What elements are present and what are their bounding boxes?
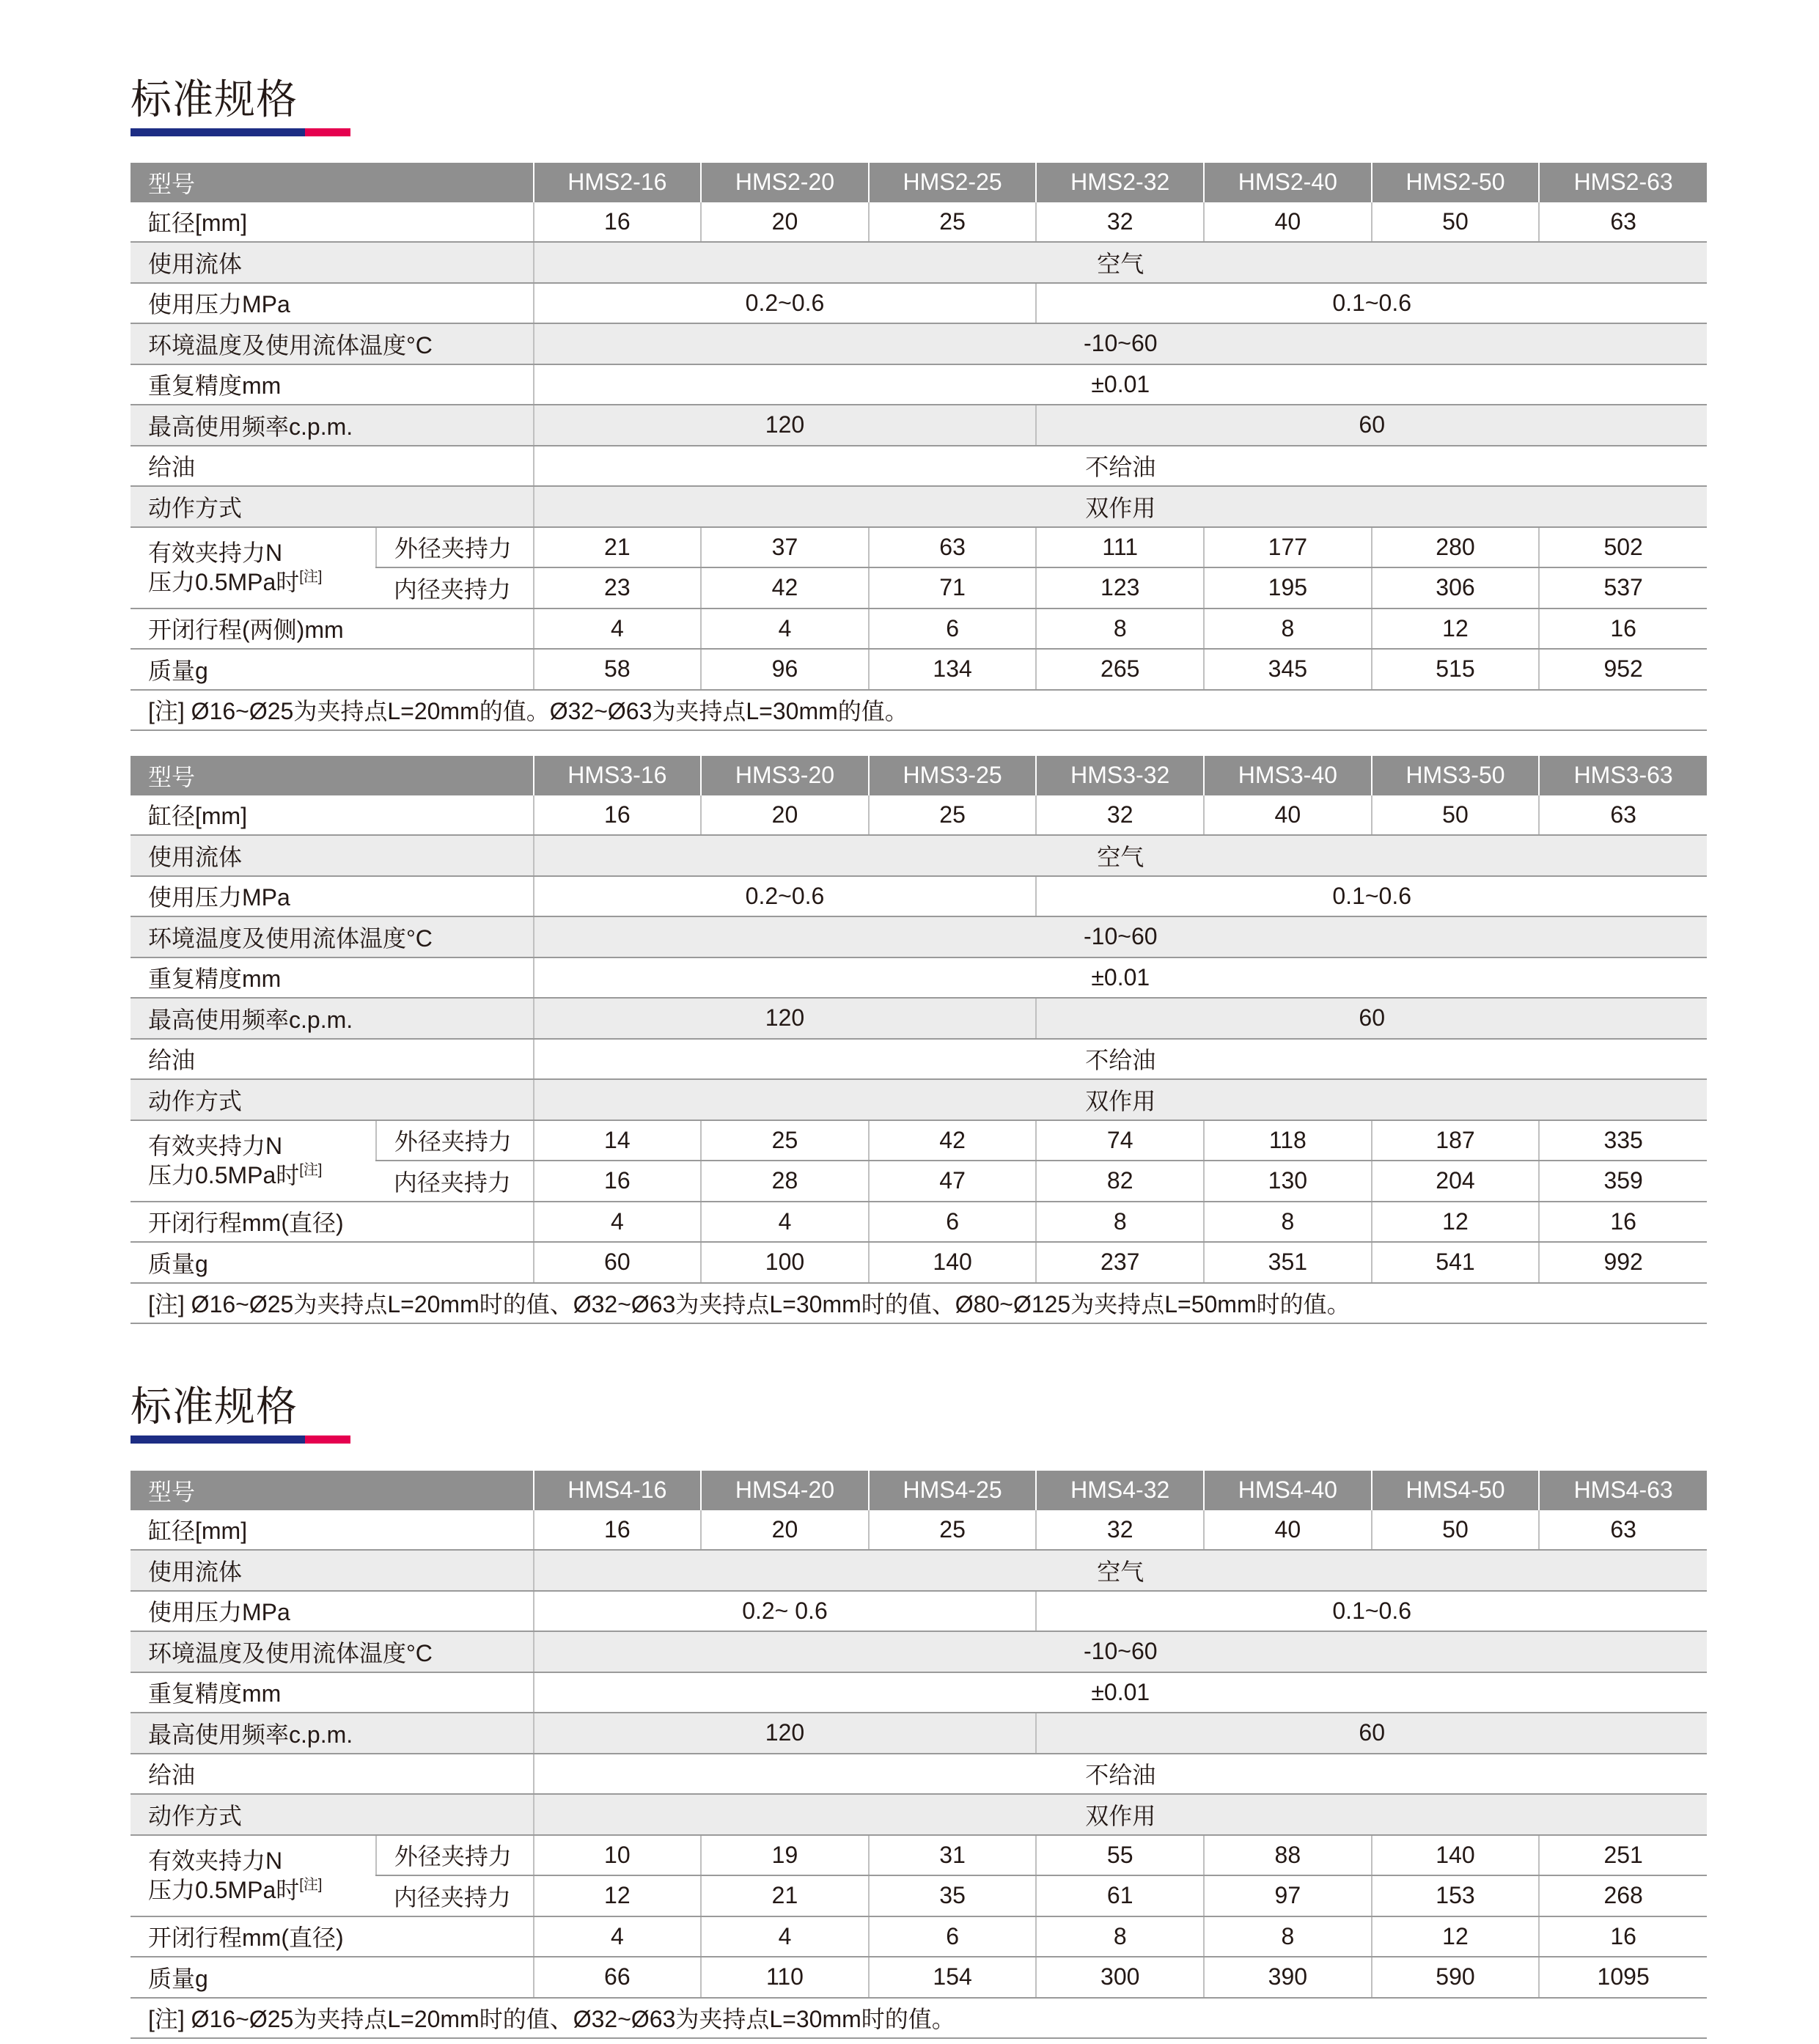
frequency-row xyxy=(131,998,1707,1039)
stroke-cell: 4 xyxy=(534,1202,702,1243)
model-cell: HMS2-63 xyxy=(1539,163,1707,202)
lubrication-row xyxy=(131,1754,1707,1795)
mass-cell: 345 xyxy=(1204,649,1372,690)
outer-force-cell: 19 xyxy=(701,1835,869,1876)
bore-cell: 32 xyxy=(1036,202,1204,243)
frequency-value-small: 120 xyxy=(534,405,1037,446)
lubrication-value: 不给油 xyxy=(534,1754,1707,1795)
bore-cell: 40 xyxy=(1204,795,1372,836)
lubrication-row xyxy=(131,446,1707,487)
mass-cell: 134 xyxy=(869,649,1037,690)
mass-cell: 110 xyxy=(701,1957,869,1998)
model-cell: HMS4-16 xyxy=(534,1471,702,1510)
mass-label: 质量g xyxy=(131,1957,534,1998)
fluid-label: 使用流体 xyxy=(131,1550,534,1591)
bore-cell: 25 xyxy=(869,202,1037,243)
temperature-label: 环境温度及使用流体温度°C xyxy=(131,1631,534,1672)
outer-force-cell: 140 xyxy=(1372,1835,1540,1876)
outer-force-label: 外径夹持力 xyxy=(376,1120,534,1161)
inner-force-cell: 268 xyxy=(1539,1875,1707,1916)
repeatability-label: 重复精度mm xyxy=(131,1672,534,1713)
repeatability-label: 重复精度mm xyxy=(131,364,534,405)
inner-force-cell: 204 xyxy=(1372,1161,1540,1202)
model-cell: HMS4-40 xyxy=(1204,1471,1372,1510)
section-title-2: 标准规格 xyxy=(131,1383,298,1430)
pressure-value-large: 0.1~0.6 xyxy=(1036,283,1707,324)
model-cell: HMS2-40 xyxy=(1204,163,1372,202)
mass-label: 质量g xyxy=(131,649,534,690)
inner-force-cell: 23 xyxy=(534,567,702,609)
model-cell: HMS4-20 xyxy=(701,1471,869,1510)
bore-label: 缸径[mm] xyxy=(131,202,534,243)
stroke-cell: 16 xyxy=(1539,609,1707,650)
header-row xyxy=(131,756,1707,795)
bore-cell: 20 xyxy=(701,202,869,243)
model-cell: HMS4-25 xyxy=(869,1471,1037,1510)
outer-force-cell: 177 xyxy=(1204,527,1372,568)
stroke-cell: 12 xyxy=(1372,1916,1540,1957)
outer-force-label: 外径夹持力 xyxy=(376,1835,534,1876)
action-row xyxy=(131,1794,1707,1835)
model-cell: HMS3-40 xyxy=(1204,756,1372,795)
inner-force-cell: 47 xyxy=(869,1161,1037,1202)
model-cell: HMS3-32 xyxy=(1036,756,1204,795)
outer-force-cell: 88 xyxy=(1204,1835,1372,1876)
outer-force-cell: 55 xyxy=(1036,1835,1204,1876)
outer-force-cell: 502 xyxy=(1539,527,1707,568)
table-note: [注] Ø16~Ø25为夹持点L=20mm的值。Ø32~Ø63为夹持点L=30mm的值。 xyxy=(131,690,1707,731)
grip-force-label xyxy=(131,527,376,609)
bore-cell: 32 xyxy=(1036,795,1204,836)
inner-force-label: 内径夹持力 xyxy=(376,567,534,609)
inner-force-label: 内径夹持力 xyxy=(376,1875,534,1916)
outer-force-cell: 31 xyxy=(869,1835,1037,1876)
repeatability-value: ±0.01 xyxy=(534,957,1707,999)
pressure-value-large: 0.1~0.6 xyxy=(1036,1591,1707,1632)
pressure-row xyxy=(131,1591,1707,1632)
spec-table-hms4 xyxy=(131,1471,1707,2039)
lubrication-label: 给油 xyxy=(131,1039,534,1080)
inner-force-cell: 537 xyxy=(1539,567,1707,609)
pressure-value-small: 0.2~ 0.6 xyxy=(534,1591,1037,1632)
stroke-cell: 8 xyxy=(1036,1202,1204,1243)
bore-cell: 25 xyxy=(869,1510,1037,1551)
bore-row xyxy=(131,795,1707,836)
stroke-cell: 8 xyxy=(1036,1916,1204,1957)
temperature-row xyxy=(131,1631,1707,1672)
stroke-row xyxy=(131,609,1707,650)
stroke-cell: 16 xyxy=(1539,1202,1707,1243)
temperature-value: -10~60 xyxy=(534,323,1707,364)
note-marker: [注] xyxy=(299,1877,323,1893)
inner-force-cell: 35 xyxy=(869,1875,1037,1916)
model-cell: HMS4-32 xyxy=(1036,1471,1204,1510)
grip-force-line2: 压力0.5MPa时 xyxy=(148,1162,300,1188)
note-row xyxy=(131,690,1707,731)
header-row xyxy=(131,163,1707,202)
model-cell: HMS2-50 xyxy=(1372,163,1540,202)
bore-cell: 32 xyxy=(1036,1510,1204,1551)
mass-cell: 100 xyxy=(701,1242,869,1283)
temperature-row xyxy=(131,323,1707,364)
stroke-cell: 4 xyxy=(701,1202,869,1243)
bore-row xyxy=(131,1510,1707,1551)
section-title-1: 标准规格 xyxy=(131,76,298,122)
table-note: [注] Ø16~Ø25为夹持点L=20mm时的值、Ø32~Ø63为夹持点L=30mm时的值。 xyxy=(131,1998,1707,2039)
spec-table-hms2 xyxy=(131,163,1707,731)
pressure-label: 使用压力MPa xyxy=(131,876,534,917)
outer-force-cell: 21 xyxy=(534,527,702,568)
bore-cell: 50 xyxy=(1372,795,1540,836)
stroke-cell: 8 xyxy=(1036,609,1204,650)
action-value: 双作用 xyxy=(534,486,1707,527)
bore-cell: 50 xyxy=(1372,1510,1540,1551)
inner-force-cell: 21 xyxy=(701,1875,869,1916)
frequency-value-large: 60 xyxy=(1036,1713,1707,1754)
frequency-value-large: 60 xyxy=(1036,998,1707,1039)
action-row xyxy=(131,486,1707,527)
fluid-row xyxy=(131,835,1707,876)
inner-force-cell: 97 xyxy=(1204,1875,1372,1916)
stroke-cell: 6 xyxy=(869,1202,1037,1243)
model-label: 型号 xyxy=(131,163,534,202)
mass-cell: 96 xyxy=(701,649,869,690)
inner-force-cell: 42 xyxy=(701,567,869,609)
inner-force-cell: 12 xyxy=(534,1875,702,1916)
outer-force-cell: 251 xyxy=(1539,1835,1707,1876)
action-value: 双作用 xyxy=(534,1079,1707,1120)
mass-cell: 300 xyxy=(1036,1957,1204,1998)
stroke-cell: 4 xyxy=(701,609,869,650)
action-value: 双作用 xyxy=(534,1794,1707,1835)
outer-force-cell: 63 xyxy=(869,527,1037,568)
bore-label: 缸径[mm] xyxy=(131,795,534,836)
action-label: 动作方式 xyxy=(131,1079,534,1120)
mass-row xyxy=(131,1242,1707,1283)
inner-force-cell: 28 xyxy=(701,1161,869,1202)
mass-cell: 590 xyxy=(1372,1957,1540,1998)
pressure-value-large: 0.1~0.6 xyxy=(1036,876,1707,917)
frequency-label: 最高使用频率c.p.m. xyxy=(131,405,534,446)
outer-force-cell: 335 xyxy=(1539,1120,1707,1161)
fluid-value: 空气 xyxy=(534,835,1707,876)
mass-cell: 992 xyxy=(1539,1242,1707,1283)
action-row xyxy=(131,1079,1707,1120)
note-row xyxy=(131,1998,1707,2039)
spec-table-hms3 xyxy=(131,756,1707,1324)
inner-force-cell: 130 xyxy=(1204,1161,1372,1202)
bore-label: 缸径[mm] xyxy=(131,1510,534,1551)
mass-cell: 952 xyxy=(1539,649,1707,690)
frequency-row xyxy=(131,1713,1707,1754)
fluid-value: 空气 xyxy=(534,242,1707,283)
grip-force-line1: 有效夹持力N xyxy=(148,1848,283,1874)
lubrication-row xyxy=(131,1039,1707,1080)
lubrication-label: 给油 xyxy=(131,1754,534,1795)
outer-force-cell: 118 xyxy=(1204,1120,1372,1161)
inner-force-cell: 16 xyxy=(534,1161,702,1202)
mass-cell: 1095 xyxy=(1539,1957,1707,1998)
inner-force-cell: 195 xyxy=(1204,567,1372,609)
model-cell: HMS3-25 xyxy=(869,756,1037,795)
outer-force-row xyxy=(131,1120,1707,1161)
note-marker: [注] xyxy=(299,569,323,585)
grip-force-line2: 压力0.5MPa时 xyxy=(148,1877,300,1903)
stroke-cell: 4 xyxy=(534,609,702,650)
model-cell: HMS3-50 xyxy=(1372,756,1540,795)
mass-cell: 60 xyxy=(534,1242,702,1283)
bore-cell: 50 xyxy=(1372,202,1540,243)
fluid-row xyxy=(131,1550,1707,1591)
stroke-cell: 8 xyxy=(1204,609,1372,650)
repeatability-row xyxy=(131,1672,1707,1713)
repeatability-value: ±0.01 xyxy=(534,364,1707,405)
frequency-row xyxy=(131,405,1707,446)
frequency-label: 最高使用频率c.p.m. xyxy=(131,998,534,1039)
stroke-label: 开闭行程mm(直径) xyxy=(131,1202,534,1243)
mass-cell: 140 xyxy=(869,1242,1037,1283)
stroke-cell: 4 xyxy=(534,1916,702,1957)
table-note: [注] Ø16~Ø25为夹持点L=20mm时的值、Ø32~Ø63为夹持点L=30mm时的值、Ø80~Ø125为夹持点L=50mm时的值。 xyxy=(131,1283,1707,1324)
stroke-cell: 6 xyxy=(869,1916,1037,1957)
fluid-row xyxy=(131,242,1707,283)
outer-force-cell: 280 xyxy=(1372,527,1540,568)
inner-force-cell: 153 xyxy=(1372,1875,1540,1916)
stroke-cell: 12 xyxy=(1372,1202,1540,1243)
bore-cell: 25 xyxy=(869,795,1037,836)
action-label: 动作方式 xyxy=(131,486,534,527)
bore-cell: 63 xyxy=(1539,795,1707,836)
title-underline-2 xyxy=(131,1435,350,1444)
outer-force-label: 外径夹持力 xyxy=(376,527,534,568)
mass-cell: 58 xyxy=(534,649,702,690)
outer-force-cell: 42 xyxy=(869,1120,1037,1161)
mass-row xyxy=(131,649,1707,690)
stroke-cell: 4 xyxy=(701,1916,869,1957)
outer-force-cell: 187 xyxy=(1372,1120,1540,1161)
pressure-label: 使用压力MPa xyxy=(131,283,534,324)
mass-cell: 66 xyxy=(534,1957,702,1998)
inner-force-cell: 123 xyxy=(1036,567,1204,609)
note-marker: [注] xyxy=(299,1162,323,1178)
grip-force-label xyxy=(131,1835,376,1916)
mass-cell: 265 xyxy=(1036,649,1204,690)
inner-force-cell: 61 xyxy=(1036,1875,1204,1916)
mass-row xyxy=(131,1957,1707,1998)
action-label: 动作方式 xyxy=(131,1794,534,1835)
frequency-value-small: 120 xyxy=(534,1713,1037,1754)
bore-cell: 20 xyxy=(701,1510,869,1551)
header-row xyxy=(131,1471,1707,1510)
repeatability-label: 重复精度mm xyxy=(131,957,534,999)
frequency-label: 最高使用频率c.p.m. xyxy=(131,1713,534,1754)
bore-row xyxy=(131,202,1707,243)
outer-force-row xyxy=(131,1835,1707,1876)
outer-force-cell: 10 xyxy=(534,1835,702,1876)
lubrication-value: 不给油 xyxy=(534,446,1707,487)
outer-force-cell: 25 xyxy=(701,1120,869,1161)
bore-cell: 16 xyxy=(534,202,702,243)
bore-cell: 63 xyxy=(1539,202,1707,243)
bore-cell: 16 xyxy=(534,795,702,836)
bore-cell: 63 xyxy=(1539,1510,1707,1551)
mass-cell: 515 xyxy=(1372,649,1540,690)
stroke-cell: 6 xyxy=(869,609,1037,650)
outer-force-cell: 74 xyxy=(1036,1120,1204,1161)
stroke-cell: 8 xyxy=(1204,1202,1372,1243)
mass-label: 质量g xyxy=(131,1242,534,1283)
mass-cell: 541 xyxy=(1372,1242,1540,1283)
model-cell: HMS4-63 xyxy=(1539,1471,1707,1510)
underline-red xyxy=(305,1435,350,1444)
model-label: 型号 xyxy=(131,756,534,795)
stroke-row xyxy=(131,1916,1707,1957)
outer-force-cell: 37 xyxy=(701,527,869,568)
mass-cell: 237 xyxy=(1036,1242,1204,1283)
underline-blue xyxy=(131,1435,305,1444)
grip-force-label xyxy=(131,1120,376,1202)
repeatability-row xyxy=(131,364,1707,405)
grip-force-line2: 压力0.5MPa时 xyxy=(148,569,300,595)
frequency-value-small: 120 xyxy=(534,998,1037,1039)
inner-force-cell: 71 xyxy=(869,567,1037,609)
temperature-label: 环境温度及使用流体温度°C xyxy=(131,323,534,364)
repeatability-value: ±0.01 xyxy=(534,1672,1707,1713)
mass-cell: 390 xyxy=(1204,1957,1372,1998)
pressure-value-small: 0.2~0.6 xyxy=(534,283,1037,324)
model-cell: HMS4-50 xyxy=(1372,1471,1540,1510)
inner-force-cell: 82 xyxy=(1036,1161,1204,1202)
model-cell: HMS3-16 xyxy=(534,756,702,795)
bore-cell: 40 xyxy=(1204,202,1372,243)
temperature-value: -10~60 xyxy=(534,916,1707,957)
model-cell: HMS2-25 xyxy=(869,163,1037,202)
grip-force-line1: 有效夹持力N xyxy=(148,1133,283,1159)
outer-force-cell: 14 xyxy=(534,1120,702,1161)
outer-force-row xyxy=(131,527,1707,568)
pressure-value-small: 0.2~0.6 xyxy=(534,876,1037,917)
temperature-label: 环境温度及使用流体温度°C xyxy=(131,916,534,957)
title-underline-1 xyxy=(131,128,350,136)
model-cell: HMS3-20 xyxy=(701,756,869,795)
bore-cell: 16 xyxy=(534,1510,702,1551)
model-cell: HMS3-63 xyxy=(1539,756,1707,795)
model-cell: HMS2-16 xyxy=(534,163,702,202)
temperature-row xyxy=(131,916,1707,957)
pressure-row xyxy=(131,283,1707,324)
frequency-value-large: 60 xyxy=(1036,405,1707,446)
bore-cell: 40 xyxy=(1204,1510,1372,1551)
fluid-label: 使用流体 xyxy=(131,835,534,876)
pressure-label: 使用压力MPa xyxy=(131,1591,534,1632)
inner-force-label: 内径夹持力 xyxy=(376,1161,534,1202)
underline-blue xyxy=(131,128,305,136)
model-cell: HMS2-32 xyxy=(1036,163,1204,202)
stroke-cell: 16 xyxy=(1539,1916,1707,1957)
stroke-label: 开闭行程(两侧)mm xyxy=(131,609,534,650)
outer-force-cell: 111 xyxy=(1036,527,1204,568)
fluid-label: 使用流体 xyxy=(131,242,534,283)
stroke-label: 开闭行程mm(直径) xyxy=(131,1916,534,1957)
note-row xyxy=(131,1283,1707,1324)
model-label: 型号 xyxy=(131,1471,534,1510)
inner-force-cell: 359 xyxy=(1539,1161,1707,1202)
pressure-row xyxy=(131,876,1707,917)
lubrication-label: 给油 xyxy=(131,446,534,487)
underline-red xyxy=(305,128,350,136)
inner-force-cell: 306 xyxy=(1372,567,1540,609)
repeatability-row xyxy=(131,957,1707,999)
model-cell: HMS2-20 xyxy=(701,163,869,202)
mass-cell: 351 xyxy=(1204,1242,1372,1283)
fluid-value: 空气 xyxy=(534,1550,1707,1591)
grip-force-line1: 有效夹持力N xyxy=(148,540,283,566)
stroke-cell: 12 xyxy=(1372,609,1540,650)
bore-cell: 20 xyxy=(701,795,869,836)
mass-cell: 154 xyxy=(869,1957,1037,1998)
temperature-value: -10~60 xyxy=(534,1631,1707,1672)
lubrication-value: 不给油 xyxy=(534,1039,1707,1080)
stroke-row xyxy=(131,1202,1707,1243)
stroke-cell: 8 xyxy=(1204,1916,1372,1957)
